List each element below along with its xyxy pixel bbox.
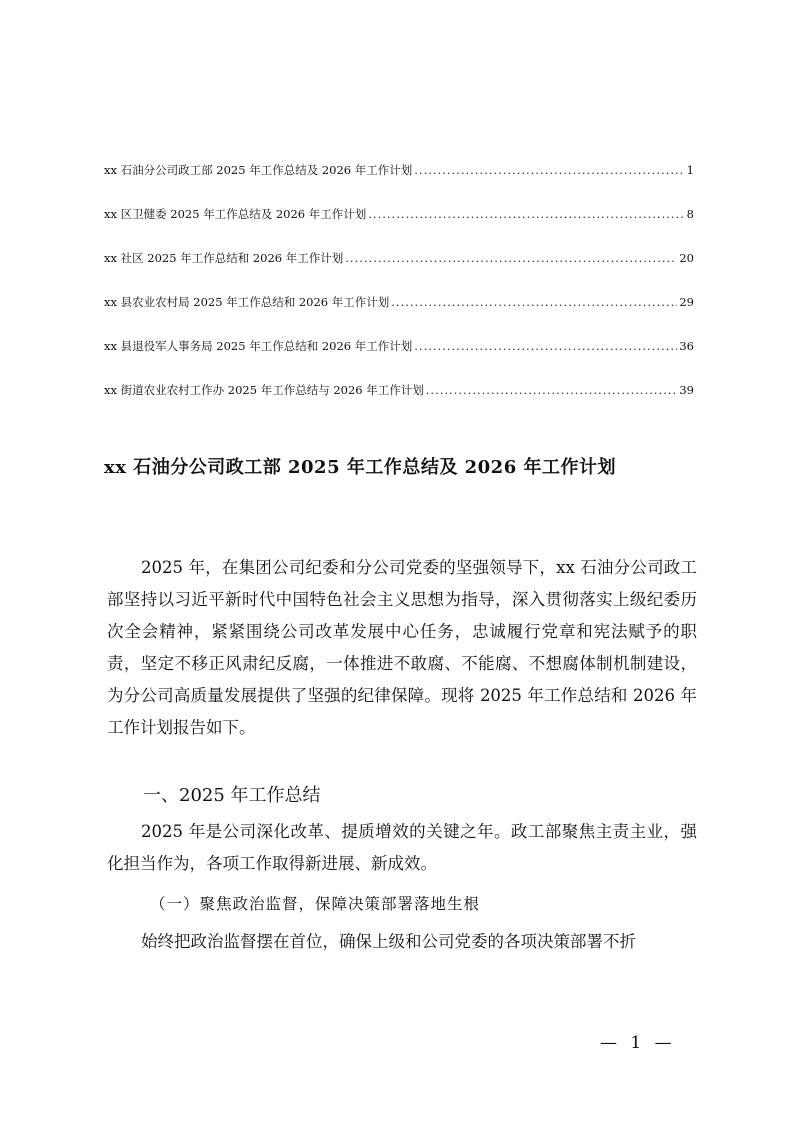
toc-entry-title[interactable]: xx 石油分公司政工部 2025 年工作总结及 2026 年工作计划 <box>104 163 413 177</box>
toc-entry-page[interactable]: 8 <box>686 207 694 221</box>
toc-entry-title[interactable]: xx 街道农业农村工作办 2025 年工作总结与 2026 年工作计划 <box>104 383 424 397</box>
toc-entry[interactable] <box>104 382 694 426</box>
subsection-paragraph: 始终把政治监督摆在首位，确保上级和公司党委的各项决策部署不折 <box>141 932 636 951</box>
toc-entry-title[interactable]: xx 县农业农村局 2025 年工作总结和 2026 年工作计划 <box>104 295 390 309</box>
toc-entry-page[interactable]: 1 <box>686 163 694 177</box>
intro-paragraph: 2025 年，在集团公司纪委和分公司党委的坚强领导下，xx 石油分公司政工部坚持以习近平新时代中国特色社会主义思想为指导，深入贯彻落实上级纪委历次全会精神，紧紧围绕公司改革发展中心任务，忠诚履行党章和宪法赋予的职责，坚定不移正风肃纪反腐，一体推进不敢腐、不能腐、不想腐体制机制建设，为分公司高质量发展提供了坚强的纪律保障。现将 2025 年工作总结和 2026 年工作计划报告如下。 <box>107 558 697 737</box>
document-title: xx 石油分公司政工部 2025 年工作总结及 2026 年工作计划 <box>104 457 616 478</box>
toc-leader-dots <box>414 339 677 353</box>
toc-entry[interactable] <box>104 162 694 206</box>
toc-leader-dots <box>345 251 677 265</box>
toc-entry[interactable] <box>104 250 694 294</box>
toc-leader-dots <box>391 295 677 309</box>
toc-entry[interactable] <box>104 338 694 382</box>
toc-entry-page[interactable]: 29 <box>679 295 694 309</box>
toc-leader-dots <box>426 383 678 397</box>
toc-entry-title[interactable]: xx 区卫健委 2025 年工作总结及 2026 年工作计划 <box>104 207 367 221</box>
toc-entry-title[interactable]: xx 县退役军人事务局 2025 年工作总结和 2026 年工作计划 <box>104 339 413 353</box>
section-paragraph: 2025 年是公司深化改革、提质增效的关键之年。政工部聚焦主责主业，强化担当作为，各项工作取得新进展、新成效。 <box>107 822 697 873</box>
toc-leader-dots <box>368 207 684 221</box>
page-number: — 1 — <box>600 1033 676 1053</box>
toc-entry-page[interactable]: 20 <box>679 251 694 265</box>
toc-entry[interactable] <box>104 206 694 250</box>
toc-entry-page[interactable]: 36 <box>679 339 694 353</box>
toc-entry[interactable] <box>104 294 694 338</box>
section-heading: 一、2025 年工作总结 <box>143 785 321 806</box>
toc-entry-title[interactable]: xx 社区 2025 年工作总结和 2026 年工作计划 <box>104 251 344 265</box>
subsection-heading: （一）聚焦政治监督，保障决策部署落地生根 <box>150 895 481 913</box>
toc-leader-dots <box>414 163 684 177</box>
table-of-contents <box>104 162 694 426</box>
toc-entry-page[interactable]: 39 <box>679 383 694 397</box>
